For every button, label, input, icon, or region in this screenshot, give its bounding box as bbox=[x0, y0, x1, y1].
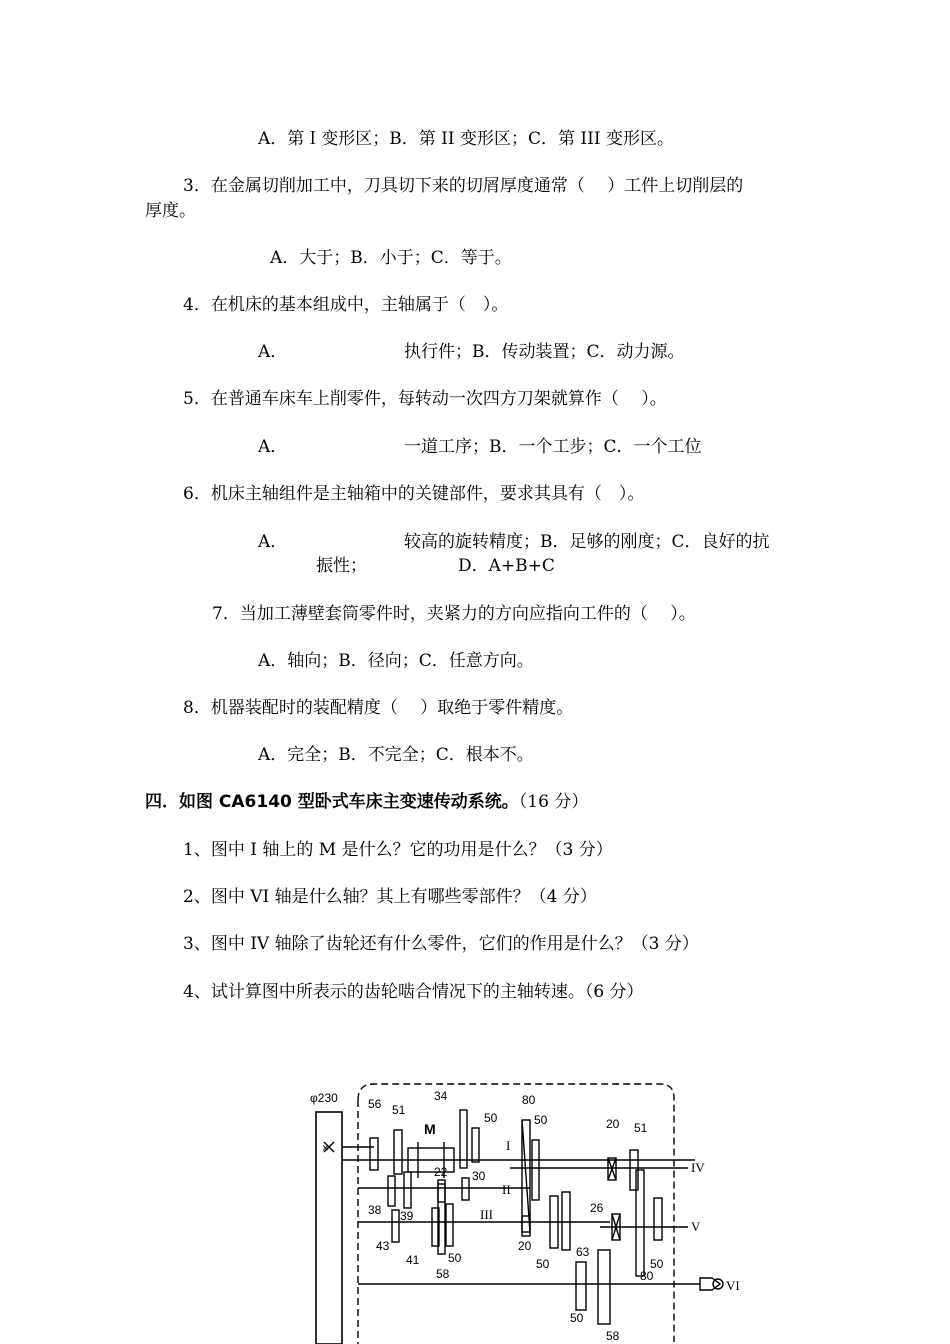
gear-30 bbox=[462, 1178, 469, 1200]
label-gear-58a: 58 bbox=[436, 1267, 450, 1281]
label-gear-50b: 50 bbox=[448, 1251, 462, 1265]
label-pulley: φ230 bbox=[310, 1091, 338, 1105]
gear-43 bbox=[392, 1210, 399, 1242]
q8-options: A．完全；B．不完全；C．根本不。 bbox=[258, 745, 534, 765]
gear-39 bbox=[404, 1172, 411, 1208]
section4-heading bbox=[145, 791, 588, 813]
label-gear-20c: 20 bbox=[606, 1117, 620, 1131]
label-gear-43: 43 bbox=[376, 1239, 390, 1253]
gear-50b bbox=[446, 1204, 453, 1246]
section4-item-4: 4、试计算图中所表示的齿轮啮合情况下的主轴转速。（6 分） bbox=[183, 982, 644, 1002]
q6-stem: 6．机床主轴组件是主轴箱中的关键部件，要求其具有（ ）。 bbox=[183, 484, 645, 504]
q5-option-a-label: A． bbox=[258, 437, 288, 457]
label-shaft-III: III bbox=[480, 1207, 493, 1222]
label-gear-51a: 51 bbox=[392, 1103, 406, 1117]
label-shaft-I: I bbox=[506, 1138, 511, 1153]
label-shaft-IV: IV bbox=[691, 1160, 705, 1175]
label-gear-80b: 80 bbox=[640, 1269, 654, 1283]
label-gear-50d: 50 bbox=[536, 1257, 550, 1271]
gear-63 bbox=[562, 1192, 570, 1250]
gear-58b bbox=[598, 1250, 610, 1324]
transmission-diagram bbox=[300, 1080, 760, 1344]
gear-50c bbox=[532, 1140, 539, 1200]
label-gear-80a: 80 bbox=[522, 1093, 536, 1107]
gear-51a bbox=[394, 1130, 402, 1174]
q5-options: 一道工序；B．一个工步；C．一个工位 bbox=[404, 437, 702, 457]
label-shaft-VI: VI bbox=[726, 1278, 740, 1293]
label-clutch-M: M bbox=[424, 1121, 436, 1137]
label-gear-50a: 50 bbox=[484, 1111, 498, 1125]
q4-option-a-label: A． bbox=[258, 342, 288, 362]
label-gear-22: 22 bbox=[434, 1165, 448, 1179]
section4-item-1: 1、图中 I 轴上的 M 是什么？它的功用是什么？（3 分） bbox=[183, 840, 613, 860]
section4-item-2: 2、图中 VI 轴是什么轴？其上有哪些零部件？（4 分） bbox=[183, 887, 597, 907]
gear-50e bbox=[654, 1198, 662, 1240]
label-pulley-x: × bbox=[322, 1141, 330, 1155]
gear-56 bbox=[370, 1138, 378, 1170]
label-gear-34: 34 bbox=[434, 1089, 448, 1103]
q3-options: A．大于；B．小于；C．等于。 bbox=[270, 248, 512, 268]
label-gear-38: 38 bbox=[368, 1203, 382, 1217]
q6-option-a-label: A． bbox=[258, 532, 288, 552]
spindle-circle bbox=[713, 1279, 723, 1289]
q3-stem-line1: 3．在金属切削加工中，刀具切下来的切屑厚度通常（ ）工件上切削层的 bbox=[183, 176, 744, 196]
label-gear-63: 63 bbox=[576, 1245, 590, 1259]
gear-50f bbox=[576, 1262, 586, 1310]
label-gear-50f: 50 bbox=[570, 1311, 584, 1325]
label-shaft-II: II bbox=[502, 1182, 511, 1197]
gear-50a bbox=[472, 1128, 479, 1162]
label-gear-50c: 50 bbox=[534, 1113, 548, 1127]
q6-options-line2a: 振性； bbox=[316, 556, 367, 576]
section4-item-3: 3、图中 IV 轴除了齿轮还有什么零件，它们的作用是什么？（3 分） bbox=[183, 934, 699, 954]
label-gear-56: 56 bbox=[368, 1097, 382, 1111]
label-gear-41: 41 bbox=[406, 1253, 420, 1267]
label-gear-51b: 51 bbox=[634, 1121, 648, 1135]
q4-stem: 4．在机床的基本组成中，主轴属于（ ）。 bbox=[183, 295, 509, 315]
label-gear-26: 26 bbox=[590, 1201, 604, 1215]
q3-stem-line2: 厚度。 bbox=[145, 201, 196, 221]
label-gear-20a: 20 bbox=[518, 1239, 532, 1253]
q5-stem: 5．在普通车床车上削零件，每转动一次四方刀架就算作（ ）。 bbox=[183, 389, 667, 409]
q6-options-line1: 较高的旋转精度；B．足够的刚度；C．良好的抗 bbox=[404, 532, 770, 552]
q8-stem: 8．机器装配时的装配精度（ ）取绝于零件精度。 bbox=[183, 698, 574, 718]
gear-80b bbox=[636, 1170, 644, 1276]
q2-options: A．第Ｉ变形区；B．第 II 变形区；C．第 III 变形区。 bbox=[258, 129, 674, 149]
section4-title: 四．如图 CA6140 型卧式车床主变速传动系统。 bbox=[145, 792, 519, 812]
label-gear-30: 30 bbox=[472, 1169, 486, 1183]
q7-options: A．轴向；B．径向；C．任意方向。 bbox=[258, 651, 534, 671]
label-gear-50e: 50 bbox=[650, 1257, 664, 1271]
label-gear-39: 39 bbox=[400, 1209, 414, 1223]
section4-points: （16 分） bbox=[518, 792, 589, 812]
q7-stem: 7．当加工薄壁套筒零件时，夹紧力的方向应指向工件的（ ）。 bbox=[212, 604, 696, 624]
label-shaft-V: V bbox=[691, 1219, 701, 1234]
q6-options-line2b: D．A+B+C bbox=[458, 556, 555, 576]
label-gear-58b: 58 bbox=[606, 1329, 620, 1343]
gear-38 bbox=[388, 1176, 395, 1206]
q4-options: 执行件；B．传动装置；C．动力源。 bbox=[404, 342, 685, 362]
